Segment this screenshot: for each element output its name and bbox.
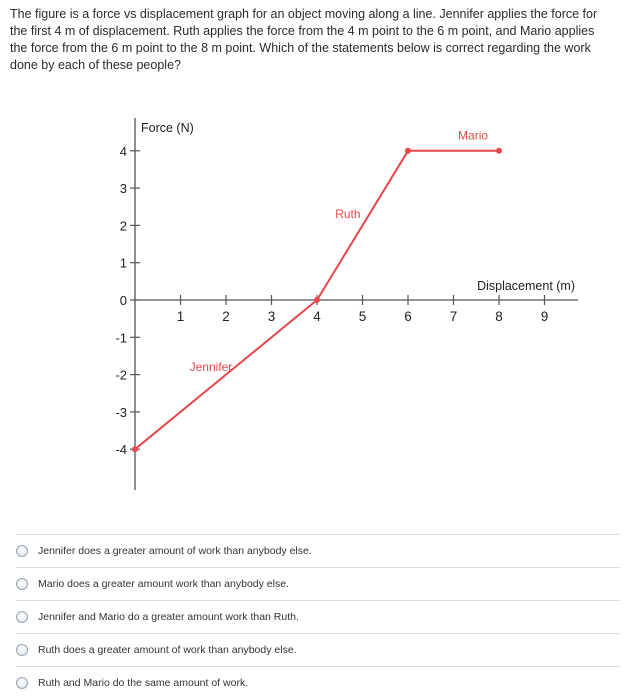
segment-label: Jennifer [189, 359, 233, 374]
y-tick-label: -1 [115, 330, 127, 346]
segment-label: Ruth [335, 206, 361, 221]
x-tick-label: 9 [540, 309, 549, 324]
x-tick-label: 6 [404, 309, 412, 324]
x-tick-label: 3 [267, 309, 276, 324]
y-tick-label: 4 [119, 143, 127, 159]
data-point [132, 446, 138, 452]
answer-option[interactable] [16, 666, 620, 699]
x-axis-title: Displacement (m) [477, 279, 575, 293]
y-tick-label: -4 [115, 442, 127, 458]
answer-option[interactable] [16, 633, 620, 666]
y-tick-label: 3 [119, 181, 127, 197]
x-tick-label: 8 [495, 309, 503, 324]
radio-button[interactable] [16, 545, 28, 557]
answer-label: Ruth and Mario do the same amount of work. [38, 677, 249, 689]
y-tick-label: -2 [115, 367, 127, 383]
question-text: The figure is a force vs displacement graph for an object moving along a line. Jennifer applies the force for the first 4 m of displacement. Ruth applies the force from the 4 m point to the 6 m point, and Mario applies the force from the 6 m point to the 8 m point. Which of the statements below is correct regarding the work done by each of these people? [10, 7, 598, 72]
y-tick-label: 2 [119, 218, 127, 234]
y-tick-label: 1 [119, 255, 127, 271]
radio-button[interactable] [16, 644, 28, 656]
answer-option[interactable] [16, 567, 620, 600]
answer-option[interactable] [16, 534, 620, 567]
answer-label: Jennifer does a greater amount of work than anybody else. [38, 545, 312, 557]
answer-label: Ruth does a greater amount of work than anybody else. [38, 644, 297, 656]
data-point [314, 297, 320, 303]
y-tick-label: 0 [119, 293, 127, 308]
radio-button[interactable] [16, 578, 28, 590]
answer-list [16, 534, 620, 699]
y-axis-title: Force (N) [141, 121, 194, 135]
radio-button[interactable] [16, 611, 28, 623]
x-tick-label: 4 [313, 309, 321, 324]
x-tick-label: 2 [222, 309, 230, 324]
data-point [405, 148, 411, 154]
x-tick-label: 5 [358, 309, 367, 324]
chart-axes [135, 118, 578, 490]
answer-label: Jennifer and Mario do a greater amount work than Ruth. [38, 611, 299, 623]
segment-label: Mario [458, 128, 489, 143]
chart-labels [141, 121, 575, 374]
data-point [496, 148, 502, 154]
y-tick-label: -3 [115, 404, 127, 420]
answer-option[interactable] [16, 600, 620, 633]
x-tick-label: 7 [449, 309, 458, 324]
force-displacement-chart [0, 110, 631, 530]
answer-label: Mario does a greater amount work than anybody else. [38, 578, 289, 590]
x-tick-label: 1 [176, 309, 185, 324]
radio-button[interactable] [16, 677, 28, 689]
